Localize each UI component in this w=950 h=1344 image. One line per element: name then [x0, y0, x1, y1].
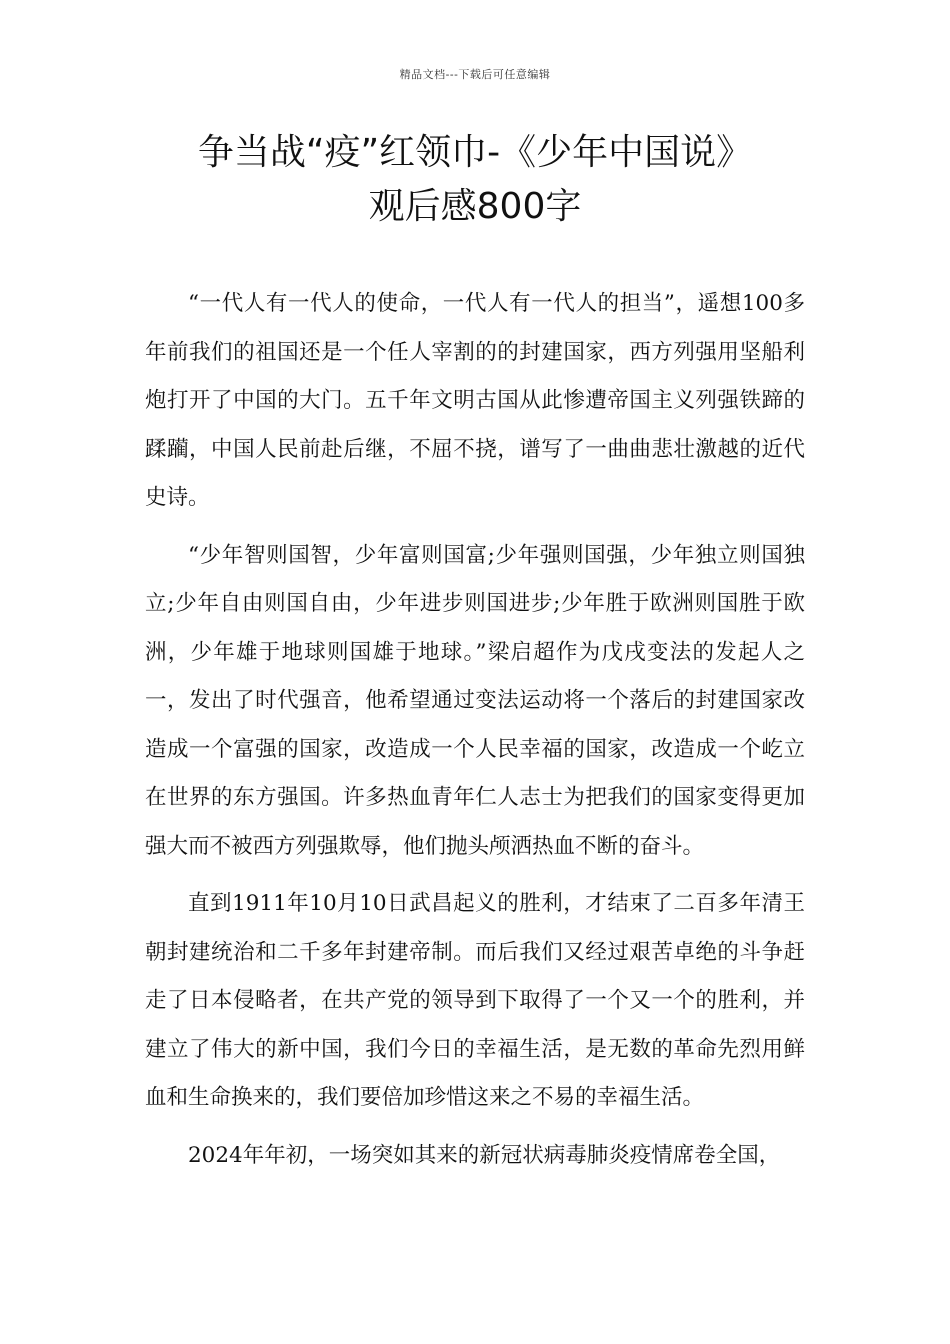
paragraph: “一代人有一代人的使命，一代人有一代人的担当”，遥想100多年前我们的祖国还是一个任人宰割的的封建国家，西方列强用坚船利炮打开了中国的大门。五千年文明古国从此惨遭帝国主义列强铁蹄的蹂躏，中国人民前赴后继，不屈不挠，谱写了一曲曲悲壮激越的近代史诗。 [145, 291, 805, 510]
header-note: 精品文档---下载后可任意编辑 [399, 68, 551, 81]
paragraph: 2024年年初，一场突如其来的新冠状病毒肺炎疫情席卷全国， [188, 1142, 781, 1168]
document-title [100, 126, 850, 234]
title-line-2: 观后感800字 [368, 186, 582, 227]
document-body [145, 280, 805, 1189]
paragraph: “少年智则国智，少年富则国富;少年强则国强，少年独立则国独立;少年自由则国自由，少年进步则国进步;少年胜于欧洲则国胜于欧洲，少年雄于地球则国雄于地球。”梁启超作为戊戌变法的发起人之一，发出了时代强音，他希望通过变法运动将一个落后的封建国家改造成一个富强的国家，改造成一个人民幸福的国家，改造成一个屹立在世界的东方强国。许多热血青年仁人志士为把我们的国家变得更加强大而不被西方列强欺辱，他们抛头颅洒热血不断的奋斗。 [145, 542, 805, 859]
title-line-1: 争当战“疫”红领巾-《少年中国说》 [197, 132, 753, 173]
paragraph: 直到1911年10月10日武昌起义的胜利，才结束了二百多年清王朝封建统治和二千多年封建帝制。而后我们又经过艰苦卓绝的斗争赶走了日本侵略者，在共产党的领导到下取得了一个又一个的胜利，并建立了伟大的新中国，我们今日的幸福生活，是无数的革命先烈用鲜血和生命换来的，我们要倍加珍惜这来之不易的幸福生活。 [145, 891, 805, 1110]
